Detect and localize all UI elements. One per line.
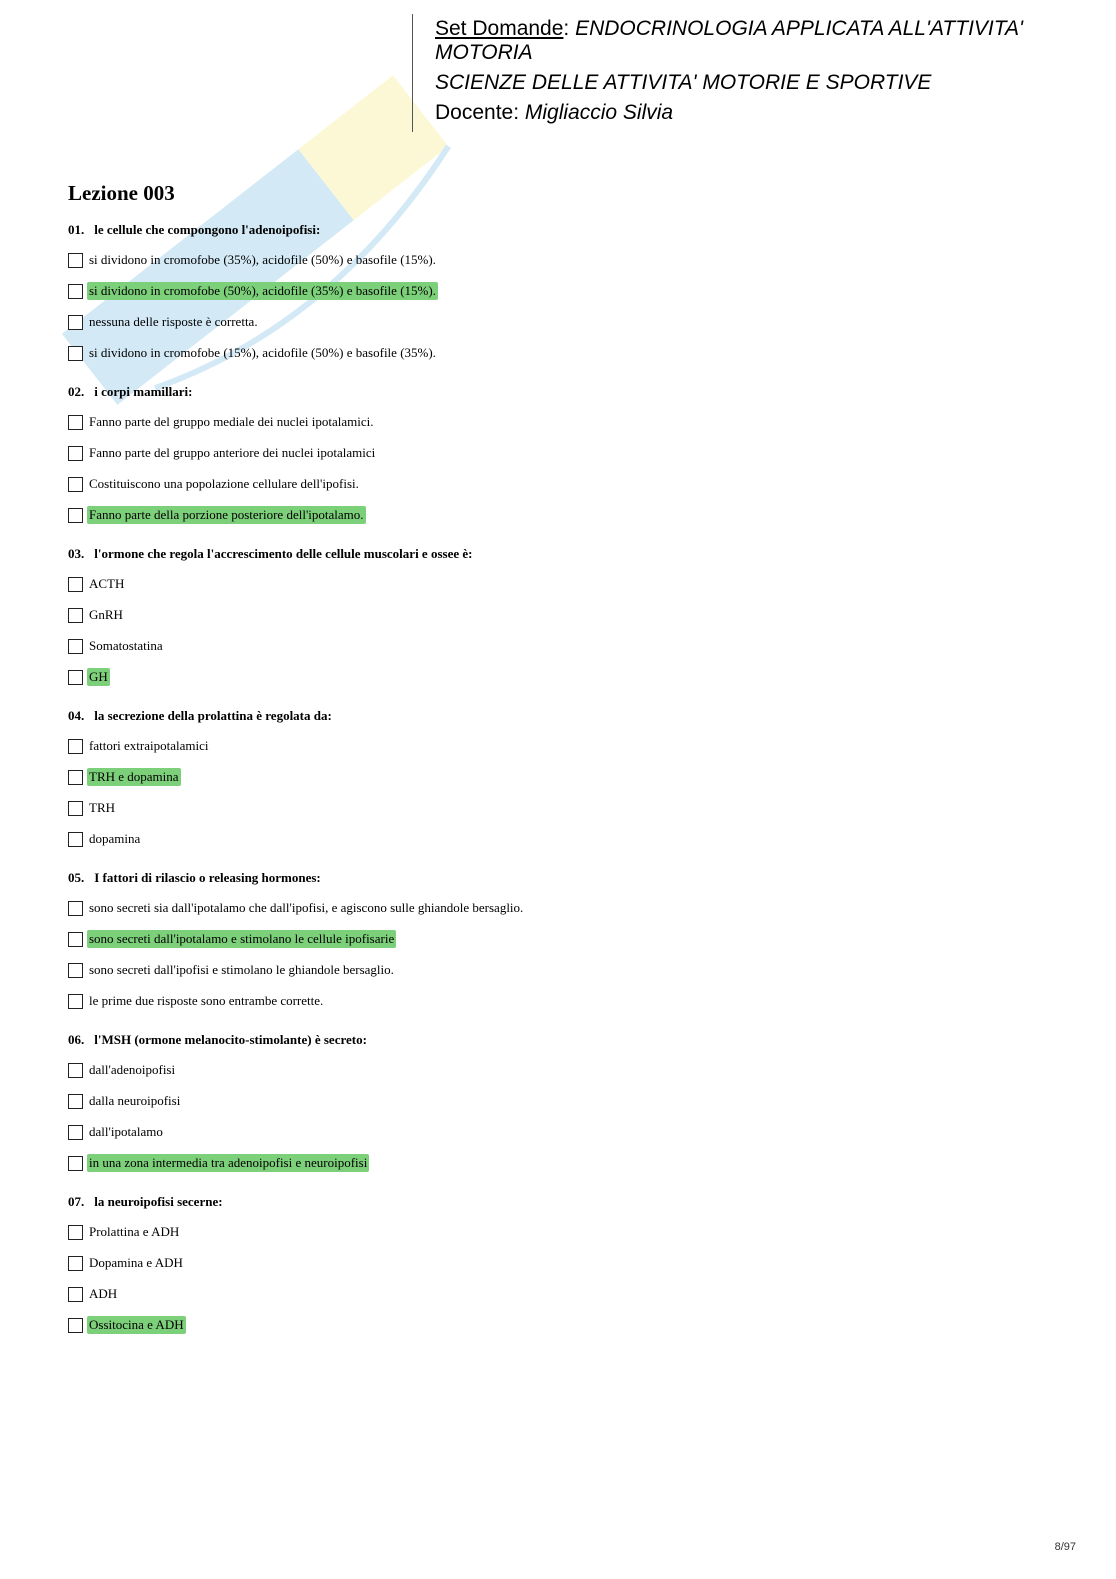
question-7 xyxy=(68,1192,1068,1336)
teacher-line xyxy=(435,101,1102,125)
answer-checkbox[interactable] xyxy=(68,315,83,330)
question-list xyxy=(68,220,1068,1336)
answer-text: Dopamina e ADH xyxy=(89,1255,183,1270)
answer-text-correct: GH xyxy=(89,669,108,684)
question-text: l'ormone che regola l'accrescimento delle cellule muscolari e ossee è: xyxy=(94,546,473,561)
teacher-label: Docente: xyxy=(435,101,525,124)
answer-option[interactable] xyxy=(68,473,1068,495)
answer-checkbox[interactable] xyxy=(68,508,83,523)
answer-option[interactable] xyxy=(68,1221,1068,1243)
question-4 xyxy=(68,706,1068,850)
answer-text-correct: si dividono in cromofobe (50%), acidofile (35%) e basofile (15%). xyxy=(89,283,436,298)
question-title xyxy=(68,1030,1068,1050)
answer-text-correct: sono secreti dall'ipotalamo e stimolano le cellule ipofisarie xyxy=(89,931,395,946)
answer-text: ACTH xyxy=(89,576,125,591)
answer-option[interactable] xyxy=(68,280,1068,302)
page-number: 8/97 xyxy=(1054,1541,1076,1553)
answer-text: Prolattina e ADH xyxy=(89,1224,180,1239)
answer-option[interactable] xyxy=(68,1059,1068,1081)
question-number: 03. xyxy=(68,546,85,561)
answer-option[interactable] xyxy=(68,1090,1068,1112)
answer-checkbox[interactable] xyxy=(68,1094,83,1109)
answer-text: si dividono in cromofobe (15%), acidofile (50%) e basofile (35%). xyxy=(89,345,436,360)
question-text: la secrezione della prolattina è regolata da: xyxy=(94,708,332,723)
answer-option[interactable] xyxy=(68,666,1068,688)
question-text: la neuroipofisi secerne: xyxy=(94,1194,223,1209)
answer-option[interactable] xyxy=(68,604,1068,626)
degree-title: SCIENZE DELLE ATTIVITA' MOTORIE E SPORTIVE xyxy=(435,71,932,94)
answer-option[interactable] xyxy=(68,442,1068,464)
answer-text: dall'ipotalamo xyxy=(89,1124,163,1139)
answer-checkbox[interactable] xyxy=(68,1287,83,1302)
set-label: Set Domande xyxy=(435,17,564,40)
answer-checkbox[interactable] xyxy=(68,1318,83,1333)
teacher-name: Migliaccio Silvia xyxy=(524,101,674,124)
answer-text: TRH xyxy=(89,800,115,815)
answer-checkbox[interactable] xyxy=(68,1125,83,1140)
answer-text: sono secreti sia dall'ipotalamo che dall'ipofisi, e agiscono sulle ghiandole bersaglio. xyxy=(89,900,524,915)
answer-checkbox[interactable] xyxy=(68,739,83,754)
answer-checkbox[interactable] xyxy=(68,963,83,978)
answer-checkbox[interactable] xyxy=(68,639,83,654)
answer-option[interactable] xyxy=(68,797,1068,819)
set-separator: : xyxy=(563,17,576,40)
answer-option[interactable] xyxy=(68,635,1068,657)
question-1 xyxy=(68,220,1068,364)
question-title xyxy=(68,544,1068,564)
answer-checkbox[interactable] xyxy=(68,284,83,299)
answer-option[interactable] xyxy=(68,1314,1068,1336)
answer-text-correct: Ossitocina e ADH xyxy=(89,1317,184,1332)
question-5 xyxy=(68,868,1068,1012)
answer-checkbox[interactable] xyxy=(68,415,83,430)
question-title xyxy=(68,382,1068,402)
answer-text: dall'adenoipofisi xyxy=(89,1062,176,1077)
answer-checkbox[interactable] xyxy=(68,346,83,361)
answer-option[interactable] xyxy=(68,897,1068,919)
answer-option[interactable] xyxy=(68,1252,1068,1274)
question-title xyxy=(68,868,1068,888)
answer-text: Fanno parte del gruppo anteriore dei nuclei ipotalamici xyxy=(89,445,376,460)
question-title xyxy=(68,220,1068,240)
answer-option[interactable] xyxy=(68,828,1068,850)
question-number: 02. xyxy=(68,384,85,399)
answer-checkbox[interactable] xyxy=(68,801,83,816)
question-number: 01. xyxy=(68,222,85,237)
answer-checkbox[interactable] xyxy=(68,1256,83,1271)
answer-checkbox[interactable] xyxy=(68,932,83,947)
answer-text: Somatostatina xyxy=(89,638,163,653)
answer-checkbox[interactable] xyxy=(68,994,83,1009)
answer-option[interactable] xyxy=(68,928,1068,950)
answer-text: dalla neuroipofisi xyxy=(89,1093,181,1108)
question-text: i corpi mamillari: xyxy=(94,384,193,399)
answer-text: sono secreti dall'ipofisi e stimolano le ghiandole bersaglio. xyxy=(89,962,394,977)
answer-text-correct: Fanno parte della porzione posteriore dell'ipotalamo. xyxy=(89,507,364,522)
answer-checkbox[interactable] xyxy=(68,1156,83,1171)
answer-checkbox[interactable] xyxy=(68,832,83,847)
question-3 xyxy=(68,544,1068,688)
question-2 xyxy=(68,382,1068,526)
question-title xyxy=(68,1192,1068,1212)
question-title xyxy=(68,706,1068,726)
answer-text: fattori extraipotalamici xyxy=(89,738,209,753)
answer-option[interactable] xyxy=(68,990,1068,1012)
answer-checkbox[interactable] xyxy=(68,1225,83,1240)
answer-option[interactable] xyxy=(68,1121,1068,1143)
question-number: 05. xyxy=(68,870,85,885)
answer-text: dopamina xyxy=(89,831,141,846)
answer-text: GnRH xyxy=(89,607,123,622)
answer-option[interactable] xyxy=(68,504,1068,526)
answer-text: Costituiscono una popolazione cellulare dell'ipofisi. xyxy=(89,476,359,491)
answer-checkbox[interactable] xyxy=(68,770,83,785)
answer-option[interactable] xyxy=(68,573,1068,595)
quiz-content xyxy=(68,180,1068,1354)
question-6 xyxy=(68,1030,1068,1174)
answer-checkbox[interactable] xyxy=(68,446,83,461)
answer-checkbox[interactable] xyxy=(68,253,83,268)
answer-text-correct: TRH e dopamina xyxy=(89,769,179,784)
answer-text: nessuna delle risposte è corretta. xyxy=(89,314,258,329)
set-title-line xyxy=(435,17,1102,41)
answer-option[interactable] xyxy=(68,311,1068,333)
question-number: 07. xyxy=(68,1194,85,1209)
document-header xyxy=(412,14,1102,132)
question-number: 06. xyxy=(68,1032,85,1047)
answer-checkbox[interactable] xyxy=(68,1063,83,1078)
answer-checkbox[interactable] xyxy=(68,577,83,592)
answer-option[interactable] xyxy=(68,249,1068,271)
course-title-line2: MOTORIA xyxy=(435,41,533,64)
lesson-title: Lezione 003 xyxy=(68,181,175,205)
answer-text: le prime due risposte sono entrambe corrette. xyxy=(89,993,324,1008)
course-title-line1: ENDOCRINOLOGIA APPLICATA ALL'ATTIVITA' xyxy=(575,17,1024,40)
answer-text: si dividono in cromofobe (35%), acidofile (50%) e basofile (15%). xyxy=(89,252,436,267)
question-text: l'MSH (ormone melanocito-stimolante) è secreto: xyxy=(94,1032,367,1047)
answer-option[interactable] xyxy=(68,959,1068,981)
answer-checkbox[interactable] xyxy=(68,901,83,916)
answer-option[interactable] xyxy=(68,411,1068,433)
answer-option[interactable] xyxy=(68,735,1068,757)
answer-option[interactable] xyxy=(68,766,1068,788)
answer-checkbox[interactable] xyxy=(68,670,83,685)
question-text: le cellule che compongono l'adenoipofisi: xyxy=(94,222,321,237)
answer-option[interactable] xyxy=(68,342,1068,364)
question-text: I fattori di rilascio o releasing hormones: xyxy=(94,870,321,885)
question-number: 04. xyxy=(68,708,85,723)
answer-option[interactable] xyxy=(68,1152,1068,1174)
answer-text: Fanno parte del gruppo mediale dei nuclei ipotalamici. xyxy=(89,414,374,429)
answer-checkbox[interactable] xyxy=(68,477,83,492)
answer-option[interactable] xyxy=(68,1283,1068,1305)
answer-text-correct: in una zona intermedia tra adenoipofisi e neuroipofisi xyxy=(89,1155,368,1170)
answer-text: ADH xyxy=(89,1286,118,1301)
answer-checkbox[interactable] xyxy=(68,608,83,623)
